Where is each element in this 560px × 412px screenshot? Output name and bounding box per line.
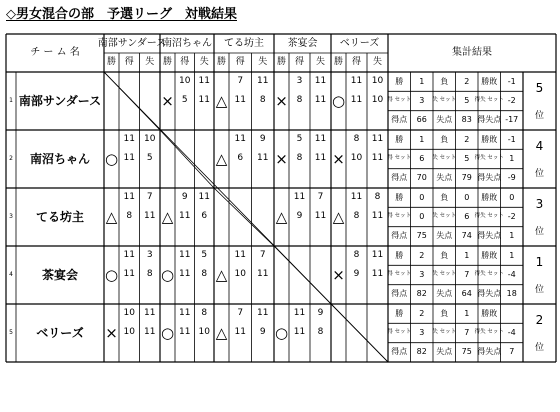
summary-value: -2: [507, 211, 516, 221]
set-score-lose: 8: [201, 308, 208, 319]
set-score-lose: 7: [317, 192, 324, 203]
set-score-get: 11: [123, 269, 135, 280]
set-score-lose: 11: [198, 192, 210, 203]
col-label-get: 得: [351, 57, 361, 67]
summary-label: 得失点: [477, 173, 502, 183]
opponent-header: 南沼ちゃん: [162, 37, 212, 49]
set-score-lose: 8: [259, 95, 266, 106]
set-score-lose: 8: [201, 269, 208, 280]
set-score-get: 11: [350, 192, 363, 203]
result-mark: △: [215, 149, 228, 168]
summary-value: 82: [416, 347, 427, 357]
summary-value: 70: [416, 173, 427, 183]
summary-label: 得点: [391, 173, 408, 183]
col-label-lose: 失: [258, 57, 268, 67]
set-score-get: 10: [350, 153, 363, 164]
set-score-get: 9: [296, 211, 303, 222]
summary-label: 得失 セット: [474, 329, 504, 336]
set-score-lose: 11: [314, 153, 327, 164]
set-score-get: 11: [123, 134, 135, 145]
row-number: 3: [9, 213, 13, 220]
summary-value: -1: [507, 134, 516, 144]
set-score-get: 9: [181, 192, 188, 203]
set-score-get: 11: [179, 269, 191, 280]
summary-label: 勝: [395, 308, 404, 318]
set-score-lose: 11: [371, 153, 384, 164]
set-score-lose: 11: [257, 269, 269, 280]
set-score-lose: 11: [371, 134, 384, 145]
col-label-win: 勝: [333, 57, 343, 67]
result-mark: ×: [332, 149, 345, 168]
set-score-lose: 5: [201, 250, 208, 261]
summary-label: 負: [440, 134, 449, 144]
set-score-lose: 10: [198, 327, 210, 338]
summary-value: 7: [464, 327, 470, 337]
team-name: ベリーズ: [36, 326, 84, 340]
summary-label: 得失 セット: [474, 155, 504, 162]
set-score-get: 11: [123, 153, 135, 164]
rank-value: 1: [535, 254, 544, 269]
summary-label: 得失点: [477, 289, 502, 299]
rank-value: 2: [535, 312, 544, 327]
set-score-lose: 9: [259, 327, 266, 338]
set-score-lose: 9: [259, 134, 266, 145]
summary-value: 2: [464, 76, 470, 86]
grid-line: [214, 188, 274, 246]
set-score-get: 11: [293, 192, 306, 203]
set-score-get: 7: [237, 308, 244, 319]
summary-value: 0: [419, 211, 425, 221]
set-score-get: 7: [237, 76, 244, 87]
summary-label: 失 セット: [432, 213, 457, 220]
summary-label: 得失 セット: [474, 97, 504, 104]
rank-suffix: 位: [534, 285, 544, 296]
col-label-get: 得: [235, 57, 245, 67]
summary-value: -1: [507, 76, 516, 86]
set-score-get: 8: [126, 211, 133, 222]
set-score-get: 11: [179, 308, 191, 319]
set-score-lose: 11: [257, 76, 269, 87]
set-score-get: 8: [353, 211, 360, 222]
summary-label: 得 セット: [387, 155, 412, 162]
result-mark: △: [161, 207, 174, 226]
summary-label: 得点: [391, 289, 408, 299]
summary-value: 6: [419, 153, 425, 163]
set-score-lose: 10: [371, 95, 384, 106]
result-mark: ○: [104, 149, 119, 168]
result-mark: ○: [331, 91, 346, 110]
col-label-win: 勝: [106, 57, 116, 67]
result-mark: ○: [274, 323, 289, 342]
summary-value: -17: [505, 115, 519, 125]
rank-suffix: 位: [534, 227, 544, 238]
set-score-get: 11: [179, 211, 191, 222]
summary-value: 74: [461, 231, 472, 241]
summary-label: 勝: [395, 192, 404, 202]
rank-value: 4: [535, 138, 544, 153]
set-score-lose: 11: [198, 76, 210, 87]
opponent-header: ベリーズ: [339, 37, 380, 49]
summary-value: 5: [464, 95, 470, 105]
summary-value: 1: [509, 231, 515, 241]
summary-value: 1: [464, 308, 470, 318]
team-name: 南沼ちゃん: [29, 152, 90, 166]
summary-value: 1: [509, 153, 515, 163]
opponent-header: 南部サンダース: [97, 37, 167, 49]
summary-label: 負: [440, 250, 449, 260]
col-label-get: 得: [294, 57, 304, 67]
page-title: ◇男女混合の部 予選リーグ 対戦結果: [6, 7, 237, 22]
summary-label: 得点: [391, 347, 408, 357]
rank-suffix: 位: [534, 343, 544, 354]
summary-label: 失 セット: [432, 329, 457, 336]
set-score-get: 9: [353, 269, 360, 280]
summary-label: 勝敗: [481, 134, 498, 144]
summary-value: 1: [509, 250, 515, 260]
set-score-get: 5: [181, 95, 188, 106]
set-score-lose: 11: [198, 95, 210, 106]
summary-value: 2: [419, 308, 425, 318]
set-score-lose: 11: [144, 327, 156, 338]
result-mark: △: [215, 91, 228, 110]
summary-value: 75: [461, 347, 472, 357]
summary-label: 負: [440, 76, 449, 86]
summary-value: 75: [416, 231, 427, 241]
set-score-lose: 5: [146, 153, 153, 164]
summary-value: 2: [419, 250, 425, 260]
summary-label: 得 セット: [387, 97, 412, 104]
set-score-get: 11: [234, 327, 246, 338]
summary-label: 負: [440, 192, 449, 202]
set-score-lose: 11: [144, 308, 156, 319]
set-score-lose: 3: [146, 250, 153, 261]
summary-label: 勝敗: [481, 308, 498, 318]
summary-value: 1: [419, 134, 425, 144]
summary-header: 集計結果: [452, 47, 492, 58]
result-mark: △: [332, 207, 345, 226]
set-score-get: 10: [179, 76, 191, 87]
set-score-lose: 8: [374, 192, 381, 203]
set-score-get: 11: [293, 308, 306, 319]
summary-label: 失点: [436, 115, 453, 125]
summary-label: 失 セット: [432, 271, 457, 278]
row-number: 4: [9, 271, 13, 278]
set-score-get: 5: [296, 134, 303, 145]
summary-value: 0: [464, 192, 470, 202]
set-score-get: 11: [293, 327, 306, 338]
set-score-lose: 11: [144, 211, 156, 222]
result-mark: ○: [104, 265, 119, 284]
summary-label: 得失点: [477, 231, 502, 241]
summary-label: 失点: [436, 347, 453, 357]
summary-value: 2: [464, 134, 470, 144]
summary-label: 得失点: [477, 347, 502, 357]
summary-value: 79: [461, 173, 472, 183]
set-score-lose: 10: [371, 76, 384, 87]
summary-value: 6: [464, 211, 470, 221]
set-score-get: 8: [296, 153, 303, 164]
result-mark: ○: [160, 323, 175, 342]
set-score-lose: 7: [146, 192, 153, 203]
grid-line: [160, 130, 214, 188]
summary-value: 64: [461, 289, 472, 299]
summary-value: 3: [419, 327, 425, 337]
set-score-lose: 11: [371, 269, 384, 280]
summary-label: 得 セット: [387, 213, 412, 220]
summary-value: -9: [507, 173, 516, 183]
set-score-lose: 7: [259, 250, 266, 261]
team-name: てる坊主: [35, 210, 84, 224]
summary-value: 7: [464, 269, 470, 279]
row-number: 5: [9, 329, 13, 336]
summary-label: 得 セット: [387, 329, 412, 336]
rank-suffix: 位: [534, 169, 544, 180]
team-name: 茶宴会: [41, 268, 78, 282]
summary-value: 3: [419, 95, 425, 105]
set-score-lose: 11: [257, 308, 269, 319]
row-number: 1: [9, 97, 13, 104]
set-score-lose: 11: [314, 211, 327, 222]
summary-label: 負: [440, 308, 449, 318]
set-score-lose: 11: [371, 211, 384, 222]
summary-label: 得点: [391, 115, 408, 125]
result-mark: ×: [161, 91, 174, 110]
set-score-lose: 11: [371, 250, 384, 261]
row-number: 2: [9, 155, 13, 162]
result-mark: ×: [332, 265, 345, 284]
result-mark: ×: [275, 91, 288, 110]
summary-value: 18: [506, 289, 517, 299]
summary-label: 失点: [436, 289, 453, 299]
set-score-get: 10: [123, 308, 135, 319]
summary-label: 失点: [436, 173, 453, 183]
summary-value: 7: [509, 347, 515, 357]
summary-label: 勝敗: [481, 250, 498, 260]
rank-value: 5: [535, 80, 544, 95]
set-score-lose: 6: [201, 211, 208, 222]
summary-label: 得点: [391, 231, 408, 241]
summary-label: 勝: [395, 76, 404, 86]
summary-value: 0: [419, 192, 425, 202]
set-score-get: 11: [234, 134, 246, 145]
summary-value: 83: [461, 115, 472, 125]
team-name: 南部サンダース: [18, 94, 102, 108]
set-score-get: 11: [179, 250, 191, 261]
summary-value: 3: [419, 269, 425, 279]
summary-value: 1: [464, 250, 470, 260]
summary-label: 失 セット: [432, 155, 457, 162]
summary-label: 得 セット: [387, 271, 412, 278]
summary-label: 勝敗: [481, 192, 498, 202]
set-score-get: 11: [350, 76, 363, 87]
result-mark: △: [105, 207, 118, 226]
set-score-get: 8: [353, 250, 360, 261]
set-score-lose: 11: [314, 95, 327, 106]
set-score-lose: 11: [314, 134, 327, 145]
col-label-get: 得: [124, 57, 134, 67]
summary-value: [501, 304, 524, 323]
set-score-lose: 8: [146, 269, 153, 280]
opponent-header: 茶宴会: [287, 37, 318, 49]
col-label-win: 勝: [276, 57, 286, 67]
summary-label: 勝敗: [481, 76, 498, 86]
summary-label: 勝: [395, 250, 404, 260]
summary-label: 勝: [395, 134, 404, 144]
col-label-win: 勝: [162, 57, 172, 67]
result-mark: ×: [105, 323, 118, 342]
result-mark: △: [275, 207, 288, 226]
set-score-get: 6: [237, 153, 244, 164]
set-score-get: 10: [123, 327, 135, 338]
summary-value: -4: [507, 269, 516, 279]
col-label-get: 得: [180, 57, 190, 67]
rank-value: 3: [535, 196, 544, 211]
summary-label: 失点: [436, 231, 453, 241]
summary-value: 66: [416, 115, 427, 125]
summary-value: 1: [419, 76, 425, 86]
summary-value: 0: [509, 192, 515, 202]
summary-label: 得失 セット: [474, 213, 504, 220]
col-label-lose: 失: [372, 57, 382, 67]
team-name-header: チ ー ム 名: [30, 47, 80, 58]
set-score-get: 10: [234, 269, 246, 280]
summary-value: -4: [507, 327, 516, 337]
set-score-get: 8: [296, 95, 303, 106]
set-score-get: 11: [234, 95, 246, 106]
result-mark: △: [215, 265, 228, 284]
set-score-lose: 11: [314, 76, 327, 87]
summary-label: 得失点: [477, 115, 502, 125]
result-mark: ×: [275, 149, 288, 168]
set-score-get: 11: [123, 192, 135, 203]
summary-value: 82: [416, 289, 427, 299]
col-label-lose: 失: [145, 57, 155, 67]
result-mark: △: [215, 323, 228, 342]
set-score-lose: 10: [144, 134, 156, 145]
col-label-lose: 失: [315, 57, 325, 67]
col-label-win: 勝: [216, 57, 226, 67]
set-score-get: 11: [350, 95, 363, 106]
set-score-get: 8: [353, 134, 360, 145]
set-score-get: 11: [123, 250, 135, 261]
set-score-get: 11: [234, 250, 246, 261]
col-label-lose: 失: [199, 57, 209, 67]
set-score-lose: 8: [317, 327, 324, 338]
result-mark: ○: [160, 265, 175, 284]
set-score-lose: 9: [317, 308, 324, 319]
opponent-header: てる坊主: [224, 37, 264, 49]
summary-value: -2: [507, 95, 516, 105]
summary-label: 失 セット: [432, 97, 457, 104]
rank-suffix: 位: [534, 111, 544, 122]
summary-label: 得失 セット: [474, 271, 504, 278]
summary-value: 5: [464, 153, 470, 163]
set-score-get: 11: [179, 327, 191, 338]
set-score-get: 3: [296, 76, 303, 87]
set-score-lose: 11: [257, 153, 269, 164]
